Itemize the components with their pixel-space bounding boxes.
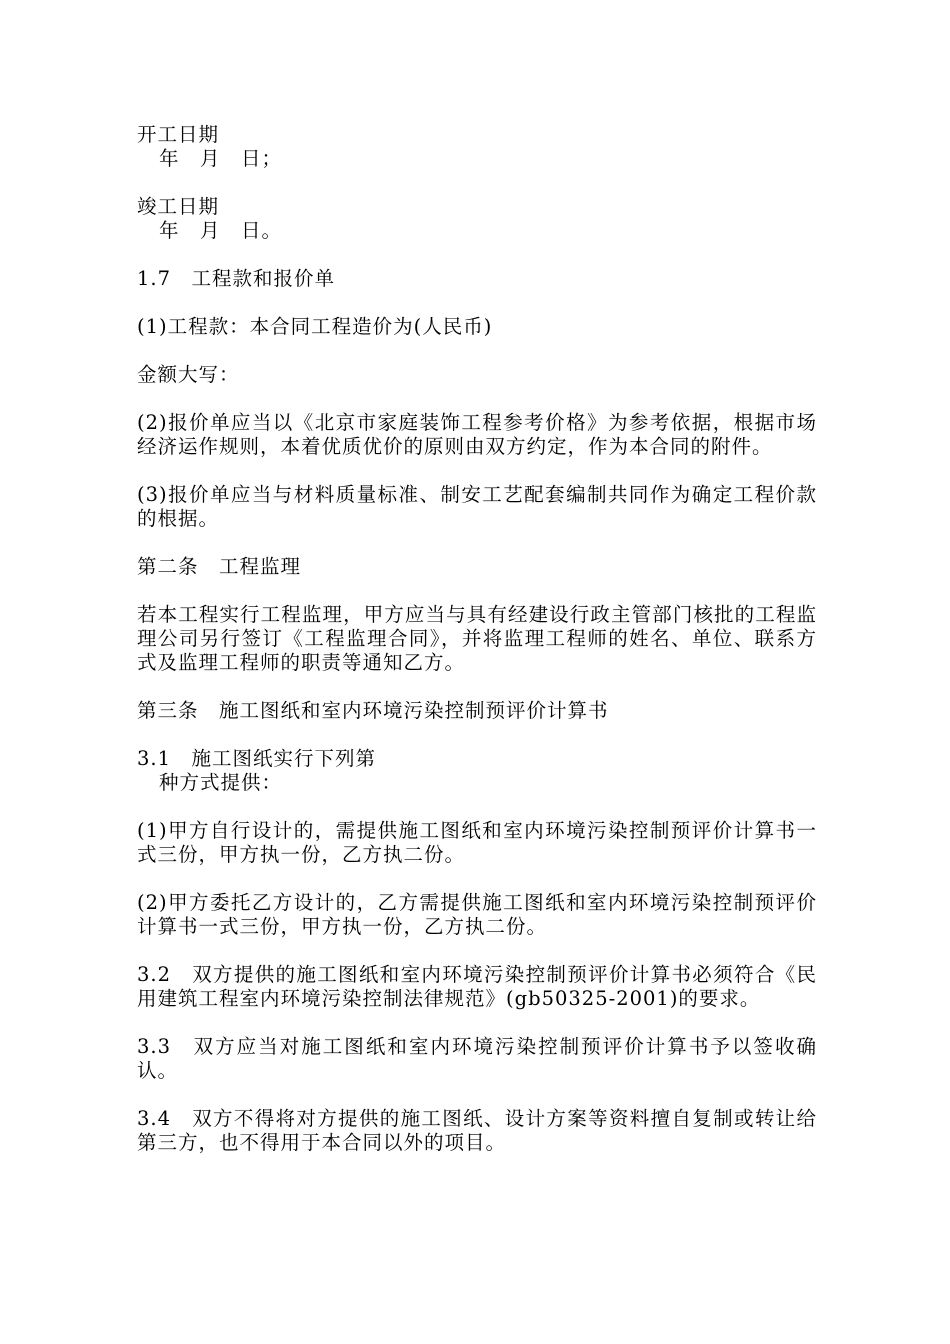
section-3-2: 3.2 双方提供的施工图纸和室内环境污染控制预评价计算书必须符合《民用建筑工程室内环境污染控制法律规范》(gb50325-2001)的要求。 [137, 963, 817, 1010]
paragraph-supervision: 若本工程实行工程监理，甲方应当与具有经建设行政主管部门核批的工程监理公司另行签订《工程监理合同》，并将监理工程师的姓名、单位、联系方式及监理工程师的职责等通知乙方。 [137, 603, 817, 674]
paragraph-quote-standards: (3)报价单应当与材料质量标准、制安工艺配套编制共同作为确定工程价款的根据。 [137, 483, 817, 530]
paragraph-self-design: (1)甲方自行设计的，需提供施工图纸和室内环境污染控制预评价计算书一式三份，甲方执一份，乙方执二份。 [137, 819, 817, 866]
paragraph-commissioned-design: (2)甲方委托乙方设计的，乙方需提供施工图纸和室内环境污染控制预评价计算书一式三份，甲方执一份，乙方执二份。 [137, 891, 817, 938]
article-3-heading: 第三条 施工图纸和室内环境污染控制预评价计算书 [137, 699, 609, 722]
start-date-fields: 年 月 日； [159, 147, 283, 170]
section-3-1-line-2: 种方式提供： [159, 771, 283, 794]
section-3-4: 3.4 双方不得将对方提供的施工图纸、设计方案等资料擅自复制或转让给第三方，也不得用于本合同以外的项目。 [137, 1107, 817, 1154]
end-date-fields: 年 月 日。 [159, 219, 283, 242]
paragraph-quote-basis: (2)报价单应当以《北京市家庭装饰工程参考价格》为参考依据，根据市场经济运作规则，本着优质优价的原则由双方约定，作为本合同的附件。 [137, 411, 817, 458]
start-date-block [137, 123, 817, 171]
end-date-block [137, 195, 817, 243]
article-2-heading: 第二条 工程监理 [137, 555, 302, 578]
section-3-3: 3.3 双方应当对施工图纸和室内环境污染控制预评价计算书予以签收确认。 [137, 1035, 817, 1082]
document-body [137, 123, 817, 1179]
section-3-1 [137, 747, 817, 795]
section-3-1-line-1: 3.1 施工图纸实行下列第 [137, 747, 377, 770]
start-date-label: 开工日期 [137, 123, 220, 146]
paragraph-payment: (1)工程款：本合同工程造价为(人民币) [137, 315, 493, 338]
section-heading-1-7: 1.7 工程款和报价单 [137, 267, 336, 290]
end-date-label: 竣工日期 [137, 195, 220, 218]
paragraph-amount-words: 金额大写： [137, 363, 240, 386]
